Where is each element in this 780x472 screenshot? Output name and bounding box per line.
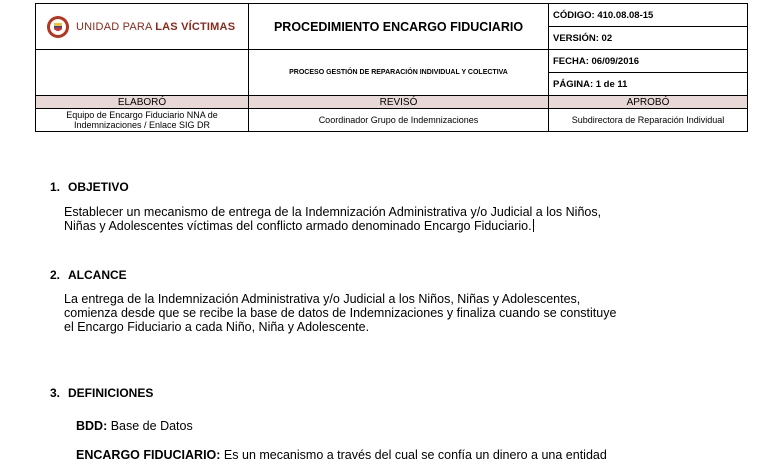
role-label-reviso: REVISÓ	[249, 96, 549, 109]
definition-term: BDD:	[76, 419, 108, 433]
definition-term: ENCARGO FIDUCIARIO:	[76, 448, 221, 462]
coat-of-arms-icon	[46, 15, 70, 39]
paragraph-line: La entrega de la Indemnización Administrativa y/o Judicial a los Niños, Niñas y Adolescentes,	[64, 292, 581, 306]
document-header-table	[35, 3, 748, 132]
document-code: CÓDIGO: 410.08.08-15	[549, 4, 748, 27]
section-heading-definiciones	[50, 386, 153, 400]
definition-item	[76, 448, 736, 462]
paragraph-line: comienza desde que se recibe la base de datos de Indemnizaciones y finaliza cuando se constituye	[64, 306, 617, 320]
section-number: 1.	[50, 180, 61, 194]
page-number: PÁGINA: 1 de 11	[549, 73, 748, 96]
document-date: FECHA: 06/09/2016	[549, 50, 748, 73]
definition-item	[76, 419, 736, 433]
paragraph-line: Establecer un mecanismo de entrega de la Indemnización Administrativa y/o Judicial a los Niños,	[64, 205, 602, 219]
role-label-aprobo: APROBÓ	[549, 96, 748, 109]
alcance-paragraph	[64, 292, 734, 334]
section-heading-objetivo	[50, 180, 129, 194]
organization-name: UNIDAD PARA LAS VÍCTIMAS	[76, 20, 236, 33]
section-number: 3.	[50, 386, 61, 400]
logo-cell	[36, 4, 249, 50]
role-label-elaboro: ELABORÓ	[36, 96, 249, 109]
role-value-line: Equipo de Encargo Fiduciario NNA de	[66, 110, 218, 120]
role-value-reviso: Coordinador Grupo de Indemnizaciones	[249, 109, 549, 132]
section-title: DEFINICIONES	[68, 386, 154, 400]
process-name: PROCESO GESTIÓN DE REPARACIÓN INDIVIDUAL Y COLECTIVA	[249, 50, 549, 96]
paragraph-line: el Encargo Fiduciario a cada Niño, Niña y Adolescente.	[64, 320, 370, 334]
section-title: ALCANCE	[68, 268, 127, 282]
definition-text: Es un mecanismo a través del cual se confía un dinero a una entidad	[220, 448, 607, 462]
paragraph-line: Niñas y Adolescentes víctimas del conflicto armado denominado Encargo Fiduciario.	[64, 219, 532, 233]
logo-cell-filler	[36, 50, 249, 96]
role-value-line: Indemnizaciones / Enlace SIG DR	[73, 120, 211, 130]
document-title: PROCEDIMIENTO ENCARGO FIDUCIARIO	[249, 4, 549, 50]
objetivo-paragraph	[64, 205, 734, 233]
text-cursor	[533, 219, 534, 232]
role-value-aprobo: Subdirectora de Reparación Individual	[549, 109, 748, 132]
role-value-elaboro	[36, 109, 249, 132]
section-heading-alcance	[50, 268, 127, 282]
logo	[36, 15, 248, 39]
definition-text: Base de Datos	[107, 419, 193, 433]
section-number: 2.	[50, 268, 61, 282]
document-version: VERSIÓN: 02	[549, 27, 748, 50]
section-title: OBJETIVO	[68, 180, 129, 194]
